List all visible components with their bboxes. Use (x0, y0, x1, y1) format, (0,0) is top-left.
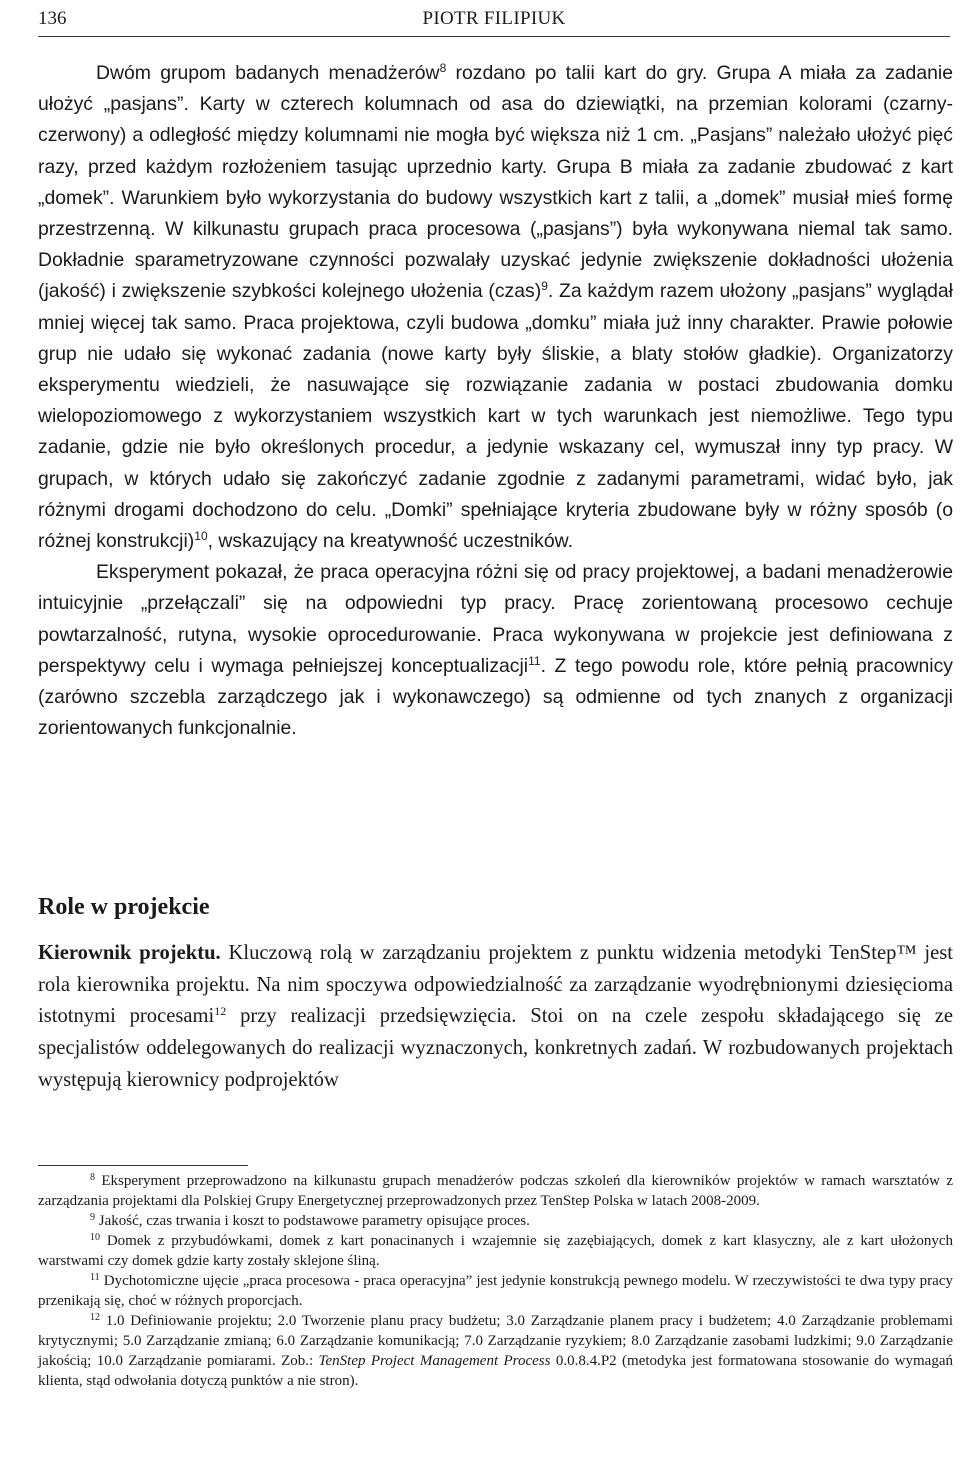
footnote: $^{12}$ 1.0 Definiowanie projektu; 2.0 Tworzenie planu pracy budżetu; 3.0 Zarządzanie planem pracy i budżetem; 4.0 Zarządzanie problemami krytycznymi; 5.0 Zarządzanie zmianą; 6.0 Zarządzanie komunikacją; 7.0 Zarządzanie ryzykiem; 8.0 Zarządzanie zasobami ludzkimi; 9.0 Zarządzanie jakością; 10.0 Zarządzanie pomiarami. Zob.: TenStep Project Management Process 0.0.8.4.P2 (metodyka jest formatowana stosowanie do wymagań klienta, stąd odwołania dotyczą punktów a nie stron). (38, 1312, 953, 1389)
footnote: $^9$ Jakość, czas trwania i koszt to podstawowe parametry opisujące proces. (90, 1212, 530, 1229)
page-header (38, 4, 950, 30)
page-number: 136 (38, 8, 67, 29)
paragraph: Eksperyment pokazał, że praca operacyjna różni się od pracy projektowej, a badani menadżerowie intuicyjnie „przełączali” się na odpowiedni typ pracy. Pracę zorientowaną procesowo cechuje powtarzalność, rutyna, wysokie oprocedurowanie. Praca wykonywana w projekcie jest definiowana z perspektywy celu i wymaga pełniejszej konceptualizacji$^{11}$. Z tego powodu role, które pełnią pracownicy (zarówno szczebla zarządczego jak i wykonawczego) są odmienne od tych znanych z organizacji zorientowanych funkcjonalnie. (38, 561, 953, 740)
footnote-ref: 12 (214, 1004, 227, 1019)
header-rule (38, 36, 950, 37)
footnote: $^8$ Eksperyment przeprowadzono na kilkunastu grupach menadżerów podczas szkoleń dla kierowników projektów w ramach warsztatów z zarządzania projektami dla Polskiej Grupy Energetycznej przeprowadzonych przez TenStep Polska w latach 2008-2009. (38, 1172, 953, 1209)
footnote: $^{11}$ Dychotomiczne ujęcie „praca procesowa - praca operacyjna” jest jedynie konstrukcją pewnego modelu. W rzeczywistości te dwa typy pracy przenikają się, choć w różnych proporcjach. (38, 1272, 953, 1309)
running-head: PIOTR FILIPIUK (422, 8, 566, 29)
footnote-ref: 11 (528, 653, 541, 668)
footnote-rule (38, 1165, 248, 1166)
run-in-heading: Kierownik projektu. (38, 942, 221, 964)
footnote-ref: 10 (194, 529, 208, 544)
footnotes (38, 1171, 953, 1391)
footnote: $^{10}$ Domek z przybudówkami, domek z kart ponacinanych i wzajemnie się zazębiających, domek z kart klasyczny, ale z kart ułożonych warstwami czy domek gdzie karty zostały sklejone śliną. (38, 1232, 953, 1269)
section-body (38, 938, 953, 1097)
body-text (38, 58, 953, 744)
paragraph: Dwóm grupom badanych menadżerów$^8$ rozdano po talii kart do gry. Grupa A miała za zadanie ułożyć „pasjans”. Karty w czterech kolumnach od asa do dziewiątki, na przemian kolorami (czarny-czerwony) a odległość między kolumnami nie mogła być większa niż 1 cm. „Pasjans” należało ułożyć pięć razy, przed każdym rozłożeniem tasując uprzednio karty. Grupa B miała za zadanie zbudować z kart „domek”. Warunkiem było wykorzystania do budowy wszystkich kart z talii, a „domek” musiał mieś formę przestrzenną. W kilkunastu grupach praca procesowa („pasjans”) była wykonywana niemal tak samo. Dokładnie sparametryzowane czynności pozwalały uzyskać jedynie zwiększenie dokładności ułożenia (jakość) i zwiększenie szybkości kolejnego ułożenia (czas)$^9$. Za każdym razem ułożony „pasjans” wyglądał mniej więcej tak samo. Praca projektowa, czyli budowa „domku” miała już inny charakter. Prawie połowie grup nie udało się wykonać zadania (nowe karty były śliskie, a blaty stołów gładkie). Organizatorzy eksperymentu wiedzieli, że nasuwające się rozwiązanie zadania w postaci zbudowania domku wielopoziomowego z wykorzystaniem wszystkich kart w tych warunkach jest niemożliwe. Tego typu zadanie, gdzie nie było określonych procedur, a jedynie wskazany cel, wymuszał inny typ pracy. W grupach, w których udało się zakończyć zadanie zgodnie z zadanymi parametrami, widać było, jak różnymi drogami dochodzono do celu. „Domki” spełniające kryteria zbudowane były w różny sposób (o różnej konstrukcji)$^{10}$, wskazujący na kreatywność uczestników. (38, 61, 953, 553)
paragraph: Kierownik projektu. Kluczową rolą w zarządzaniu projektem z punktu widzenia metodyki TenStep™ jest rola kierownika projektu. Na nim spoczywa odpowiedzialność za zarządzanie wyodrębnionymi dziesięcioma istotnymi procesami$^{12}$ przy realizacji przedsięwzięcia. Stoi on na czele zespołu składającego się ze specjalistów oddelegowanych do realizacji wyznaczonych, konkretnych zadań. W rozbudowanych projektach występują kierownicy podprojektów (38, 942, 953, 1091)
section-heading: Role w projekcie (38, 894, 210, 920)
footnote-ref: 8 (439, 61, 447, 75)
footnote-ref: 9 (541, 279, 548, 294)
